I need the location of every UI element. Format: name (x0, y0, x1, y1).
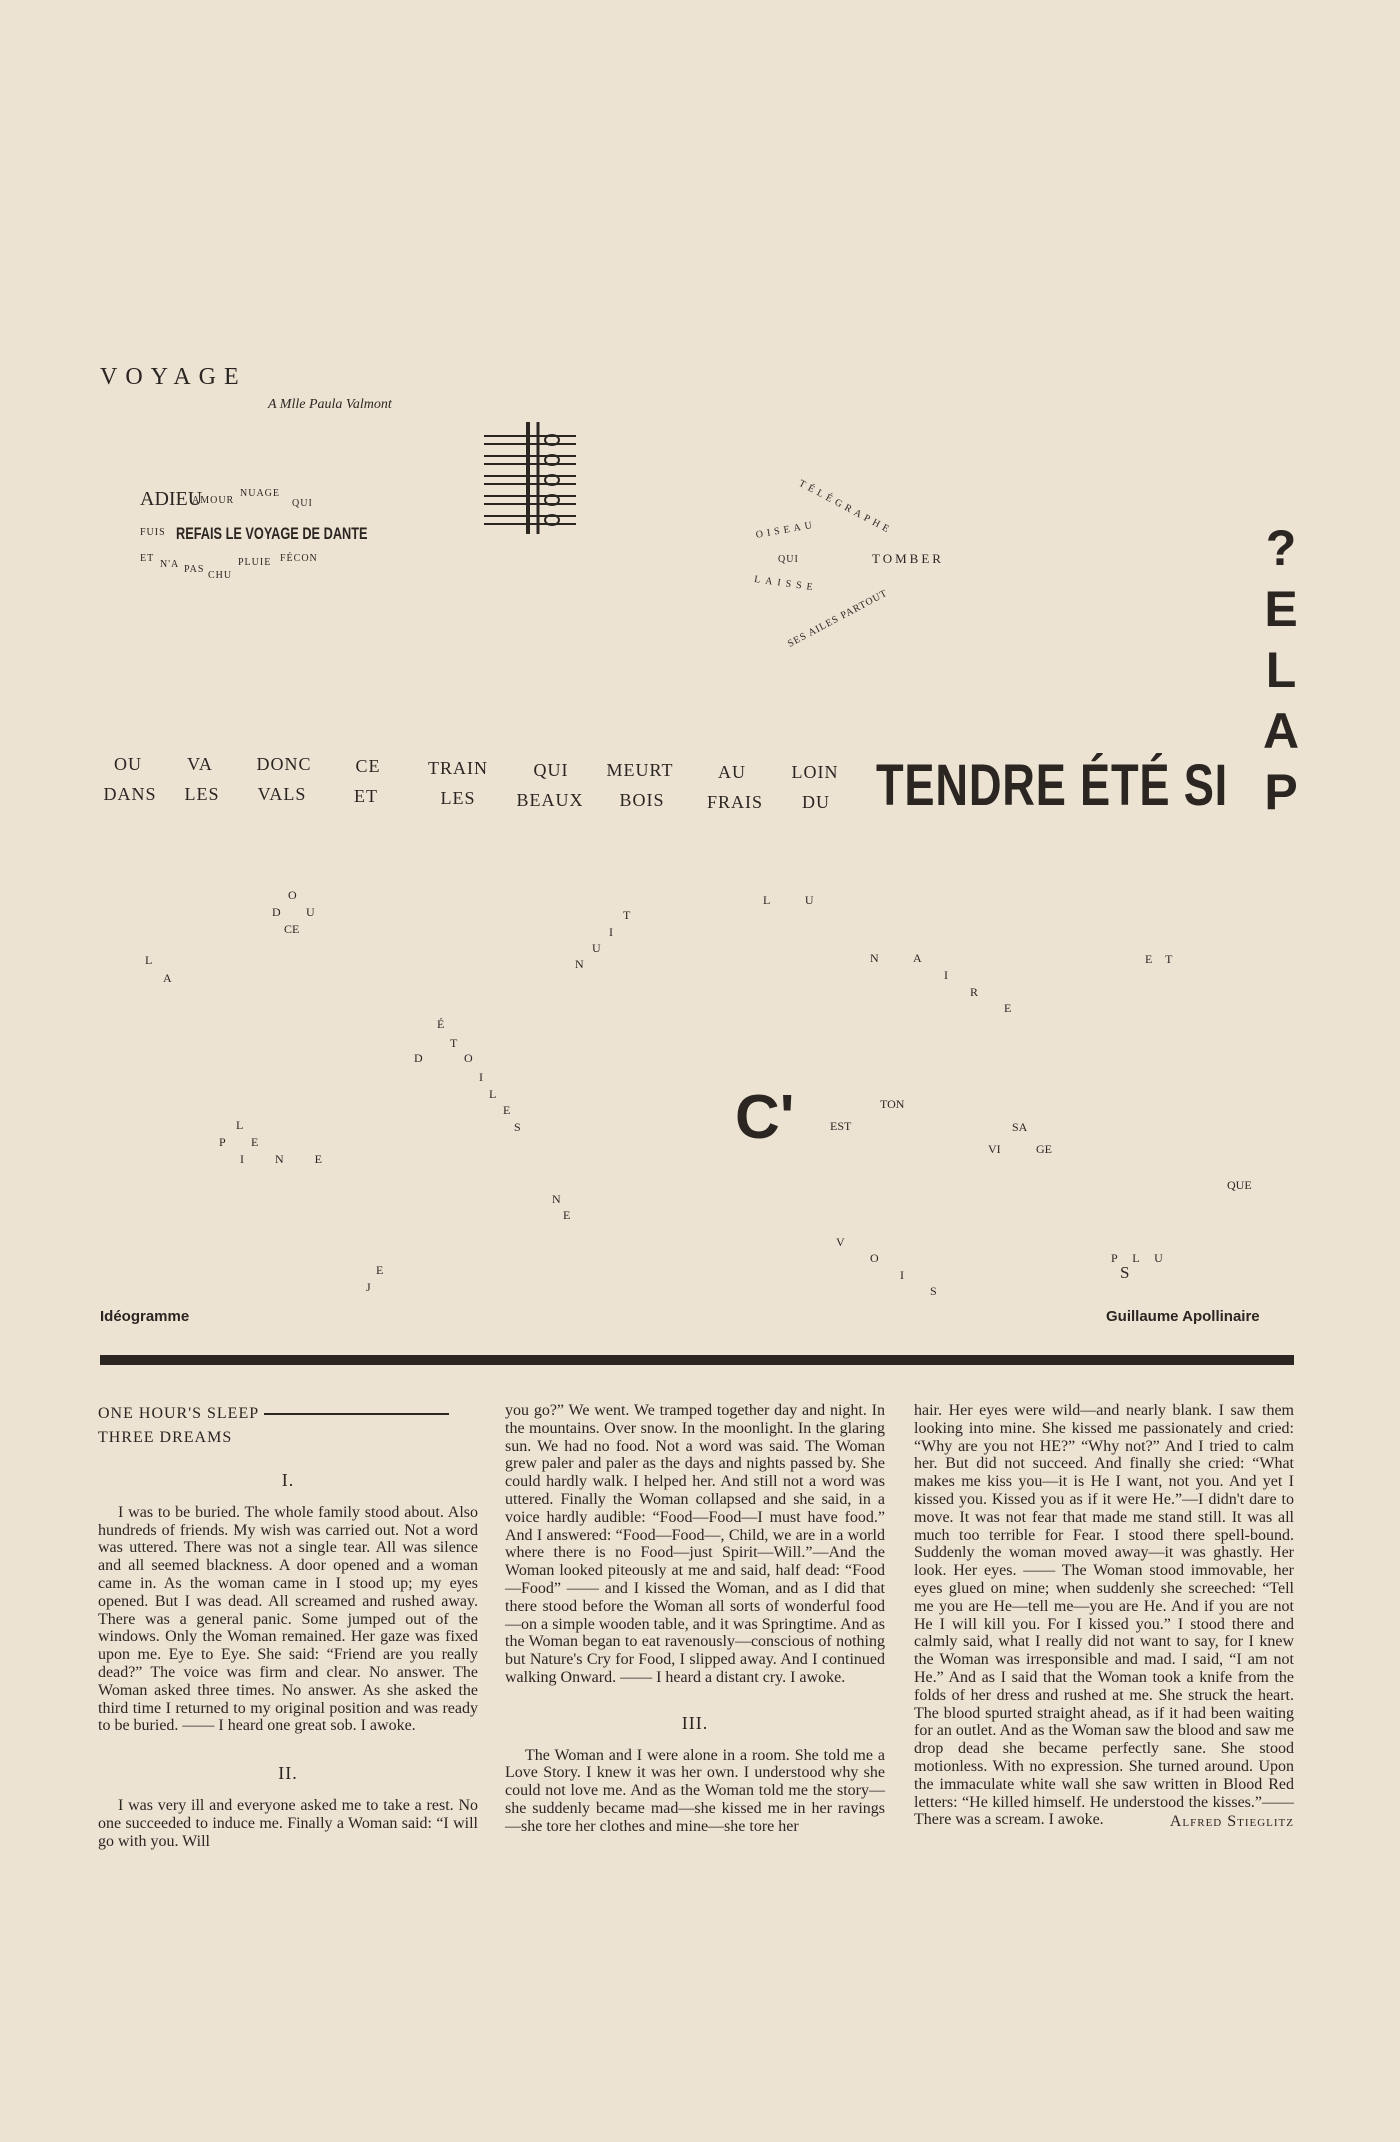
story-column-2 (505, 1402, 885, 1836)
section-number: I. (281, 1470, 295, 1490)
train-word: DONC (256, 754, 312, 774)
scatter-letter: E (251, 1135, 259, 1149)
scatter-letter: P L U (1111, 1251, 1169, 1265)
story-paragraph-2: I was very ill and everyone asked me to take a rest. No one succeeded to induce me. Finally a Woman said: “I will go with you. Will (98, 1796, 478, 1850)
scatter-letter: N (870, 951, 879, 965)
train-word: VA (187, 754, 213, 774)
scatter-letter: E (503, 1103, 511, 1117)
cloud-word: PLUIE (238, 557, 272, 568)
poem-dedication: A Mlle Paula Valmont (268, 397, 392, 412)
cloud-word: FÉCON (280, 553, 318, 564)
scatter-letter: U (306, 905, 315, 919)
train-word: MEURT (606, 760, 674, 780)
scatter-letter: O (464, 1051, 473, 1065)
scatter-letter: D (414, 1051, 423, 1065)
scatter-letter: T (450, 1036, 458, 1050)
scatter-letter: J (366, 1280, 371, 1294)
scatter-letter: A (163, 971, 172, 985)
vertical-letter: P (1264, 764, 1298, 820)
train-word: LOIN (791, 762, 839, 782)
vertical-letter: L (1265, 642, 1297, 698)
scatter-letter: QUE (1227, 1178, 1252, 1192)
train-word: BOIS (619, 790, 665, 810)
scatter-letter: EST (830, 1119, 852, 1133)
bird-word: TOMBER (872, 551, 944, 566)
story-paragraph-1: I was to be buried. The whole family stood about. Also hundreds of friends. My wish was carried out. Not a word was uttered. There was not a single tear. All was silence and all seemed blackness. A door opened and a woman came in. As the woman came in I stood up; my eyes opened. But I was dead. All screamed and rushed away. There was a general panic. Some jumped out of the windows. Only the Woman remained. Her gaze was fixed upon me. Eye to Eye. She said: “Friend are you really dead?” The voice was firm and clear. No answer. The Woman asked three times. No answer. As she asked the third time I returned to my original position and was ready to be buried. —— I heard one great sob. I awoke. (98, 1503, 478, 1735)
cloud-word: N'A (160, 559, 180, 570)
scatter-letter: U (592, 941, 601, 955)
story-paragraph-2-continued: you go?” We went. We tramped together day and night. In the mountains. Over snow. In the moonlight. In the glaring sun. We had no food. Not a word was said. The Woman grew paler and paler as the days and nights passed by. She could hardly walk. I helped her. And still not a word was uttered. Finally the Woman collapsed and she said, in a voice hardly audible: “Food—Food—I must have food.” And I answered: “Food—Food—, Child, we are in a world where there is no Food—just Spirit—Will.”—And the Woman looked piteously at me and said, half dead: “Food—Food” —— and I kissed the Woman, and as I did that there stood before the Woman all sorts of wonderful food—on a simple wooden table, and it was Springtime. And as the Woman began to eat ravenously—conscious of nothing but Nature's Cry for Food, I slipped away. And I continued walking Onward. —— I heard a distant cry. I awoke. (505, 1402, 885, 1686)
bird-word: LAISSE (753, 574, 819, 594)
scatter-letter: E (563, 1208, 571, 1222)
train-word: VALS (257, 784, 307, 804)
bird-word: OISEAU (755, 519, 817, 541)
scatter-letter: O (870, 1251, 879, 1265)
scatter-letter: É (437, 1017, 445, 1031)
scatter-letter: E T (1145, 952, 1178, 966)
train-word: QUI (533, 760, 569, 780)
divider-rule (100, 1355, 1294, 1365)
bird-word: SES AILES PARTOUT (786, 587, 890, 650)
train-word: BEAUX (516, 790, 584, 810)
train-word: ET (354, 786, 378, 806)
cloud-word: FUIS (140, 527, 166, 538)
scatter-letter: O (288, 888, 297, 902)
train-word: CE (355, 756, 381, 776)
heading-rule (264, 1413, 449, 1415)
scatter-letter: D (272, 905, 281, 919)
scatter-letter: L (145, 953, 153, 967)
vertical-letter: A (1262, 703, 1300, 759)
scatter-letter: I N E (240, 1152, 336, 1166)
scatter-letter: SA (1012, 1120, 1028, 1134)
bird-word: QUI (778, 554, 799, 565)
big-line: TENDRE ÉTÉ SI (876, 753, 1229, 818)
cloud-word: ET (140, 553, 155, 564)
scatter-letter: T (623, 908, 631, 922)
story-heading (98, 1402, 478, 1426)
telegraph-pole-image (480, 418, 580, 538)
cloud-word: CHU (208, 570, 233, 581)
scatter-letter: C' (735, 1083, 795, 1152)
cloud-word: NUAGE (240, 488, 280, 499)
vertical-letter: E (1264, 581, 1298, 637)
scatter-letter: L U (763, 893, 830, 907)
cloud-word: QUI (292, 498, 313, 509)
section-number: III. (681, 1712, 709, 1733)
train-word: TRAIN (428, 758, 488, 778)
train-word: AU (718, 762, 746, 782)
ideogram-label: Idéogramme (100, 1308, 190, 1325)
cloud-word: AMOUR (192, 495, 235, 506)
story-column-1 (98, 1402, 478, 1850)
scatter-letter: I (609, 925, 613, 939)
scatter-letter: TON (880, 1097, 905, 1111)
scatter-letter: GE (1036, 1142, 1052, 1156)
cloud-word: REFAIS LE VOYAGE DE DANTE (176, 524, 368, 543)
story-signature: Alfred Stieglitz (1169, 1813, 1294, 1831)
scatter-letter: S (930, 1284, 937, 1298)
vertical-letter: ? (1265, 520, 1297, 576)
train-word: FRAIS (706, 792, 764, 812)
story-paragraph-3-continued: hair. Her eyes were wild—and nearly blank. I saw them looking into mine. She kissed me passionately and cried: “Why are you not HE?” “Why not?” And I tried to calm her. But did not succeed. And finally she cried: “What makes me kiss you—it is He I want, not you. And yet I kissed you. Kissed you as if it were He.”—I didn't dare to move. It was not fear that made me stand still. It was all much too terrible for Fear. I stood there spell-bound. Suddenly the woman moved away—it was ghastly. Her look. Her eyes. —— The Woman stood immovable, her eyes glued on mine; when suddenly she screeched: “Tell me you are He—tell me—you are He. And if you are not He I will kill you. For I kissed you.” I stood there and calmly said, what I really did not want to say, for I knew the Woman was irresponsible and mad. I said, “I am not He.” And as I said that the Woman took a knife from the folds of her dress and rushed at me. She struck the heart. The blood spurted straight ahead, as if it had been waiting for an outlet. And as the Woman saw the blood and saw me drop dead she became perfectly sane. She stood motionless. With no expression. She turned around. Upon the immaculate white wall she saw written in Blood Red letters: “He killed himself. He understood the kisses.”——There was a scream. I awoke. (914, 1402, 1294, 1829)
train-word: LES (184, 784, 220, 804)
scatter-letter: R (970, 985, 979, 999)
scatter-letter: A (913, 951, 922, 965)
scatter-letter: S (514, 1120, 521, 1134)
story-column-3 (914, 1402, 1294, 1831)
story-heading-1: ONE HOUR'S SLEEP (98, 1405, 259, 1422)
bird-word: TÉLÉGRAPHE (796, 478, 895, 537)
author-label: Guillaume Apollinaire (1106, 1308, 1260, 1325)
scatter-letter: I (479, 1070, 483, 1084)
story-heading-2: THREE DREAMS (98, 1429, 233, 1446)
train-word: DANS (103, 784, 157, 804)
section-number: II. (278, 1763, 298, 1784)
cloud-word: ADIEU (140, 488, 203, 510)
poem-title: VOYAGE (100, 364, 247, 390)
scatter-letter: N (552, 1192, 561, 1206)
scatter-letter: L (489, 1087, 497, 1101)
scatter-letter: E (1004, 1001, 1012, 1015)
scatter-letter: VI (988, 1142, 1001, 1156)
scatter-letter: P (219, 1135, 226, 1149)
scatter-letter: N (575, 957, 584, 971)
cloud-word: PAS (184, 564, 205, 575)
scatter-letter: V (836, 1235, 845, 1249)
scatter-letter: I (944, 968, 948, 982)
scatter-letter: S (1120, 1263, 1130, 1282)
train-word: DU (802, 792, 830, 812)
train-word: OU (114, 754, 142, 774)
story-paragraph-3: The Woman and I were alone in a room. She told me a Love Story. I knew it was her own. I understood why she could not love me. And as the Woman told me the story—she suddenly became mad—she kissed me in her ravings—she tore her clothes and mine—she tore her (505, 1746, 885, 1835)
scatter-letter: E (376, 1263, 384, 1277)
scatter-letter: L (236, 1118, 244, 1132)
scatter-letter: I (900, 1268, 904, 1282)
scatter-letter: CE (284, 922, 300, 936)
train-word: LES (440, 788, 476, 808)
